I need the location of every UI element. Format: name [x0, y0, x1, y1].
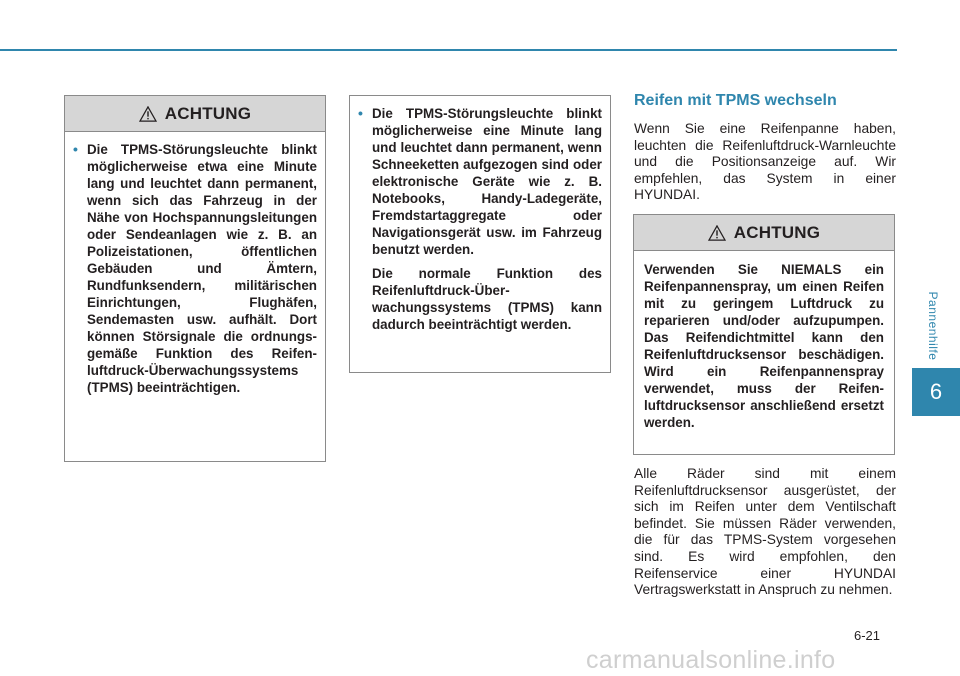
warning-triangle-icon: [708, 225, 726, 241]
bullet-item: [358, 105, 602, 258]
body-paragraph: Alle Räder sind mit einem Reifenluftdrucksensor ausgerüstet, der sich im Reifen unter dem Ventilschaft befindet. Sie müssen Räder verwenden, die für das TPMS-System vorgesehen sind. Es wird empfohlen, den Reifenservice einer HYUNDAI Vertragswerkstatt in Anspruch zu nehmen.: [634, 466, 896, 598]
intro-paragraph: Wenn Sie eine Reifenpanne haben, leuchten die Reifenluftdruck-Warnleuchte und die Positionsanzeige auf. Wir empfehlen, das System in einer HYUNDAI.: [634, 121, 896, 203]
caution-box-2: [349, 95, 611, 373]
page-number: 6-21: [854, 628, 881, 643]
caution-title: ACHTUNG: [164, 103, 252, 123]
caution-body: [65, 132, 325, 406]
caution-paragraph: Die normale Funktion des Reifenluftdruck-Überwachungssystems (TPMS) kann dadurch beeinträchtigt werden.: [372, 266, 602, 332]
top-rule: [0, 49, 897, 51]
caution-body: Verwenden Sie NIEMALS ein Reifenpannenspray, um einen Reifen mit zu geringem Luftdruck zu reparieren und/oder aufzupumpen. Das Reifendichtmittel kann den Reifenluftdrucksensor beschädigen. Wird ein Reifenpannenspray verwendet, muss der Reifenluftdrucksensor anschließend ersetzt werden.: [644, 262, 884, 430]
caution-header: [65, 96, 325, 132]
section-heading: Reifen mit TPMS wechseln: [634, 92, 837, 109]
caution-header: [634, 215, 894, 251]
warning-triangle-icon: [139, 106, 157, 122]
watermark: carmanualsonline.info: [586, 646, 836, 674]
bullet-dot-icon: •: [358, 105, 363, 121]
bullet-dot-icon: •: [73, 141, 78, 157]
caution-title: ACHTUNG: [733, 222, 821, 242]
bullet-text: Die TPMS-Störungsleuchte blinkt möglicherweise etwa eine Minute lang und leuchtet dann permanent, wenn sich das Fahrzeug in der Nähe von Hochspannungsleitungen oder Sendeanlagen wie z. B. an Polizeistationen, öffentlichen Gebäuden und Ämtern, Rundfunksendern, militärischen Einrichtungen, Flughäfen, Sendemasten usw. aufhält. Dort können Störsignale die ordnungsgemäße Funktion des Reifenluftdruck-Überwachungssystems (TPMS) beeinträchtigen.: [87, 142, 317, 395]
caution-body: [350, 96, 610, 343]
section-number-tab[interactable]: 6: [912, 368, 960, 416]
bullet-text: Die TPMS-Störungsleuchte blinkt möglicherweise eine Minute lang und leuchtet dann permanent, wenn Schneeketten aufgezogen sind oder elektronische Geräte wie z. B. Notebooks, Handy-Ladegeräte, Fremdstartaggregate oder Navigationsgerät usw. im Fahrzeug benutzt werden.: [372, 106, 602, 257]
caution-box-1: [64, 95, 326, 462]
section-label: Pannenhilfe: [926, 291, 940, 361]
bullet-item: [73, 141, 317, 396]
caution-box-3: [633, 214, 895, 455]
